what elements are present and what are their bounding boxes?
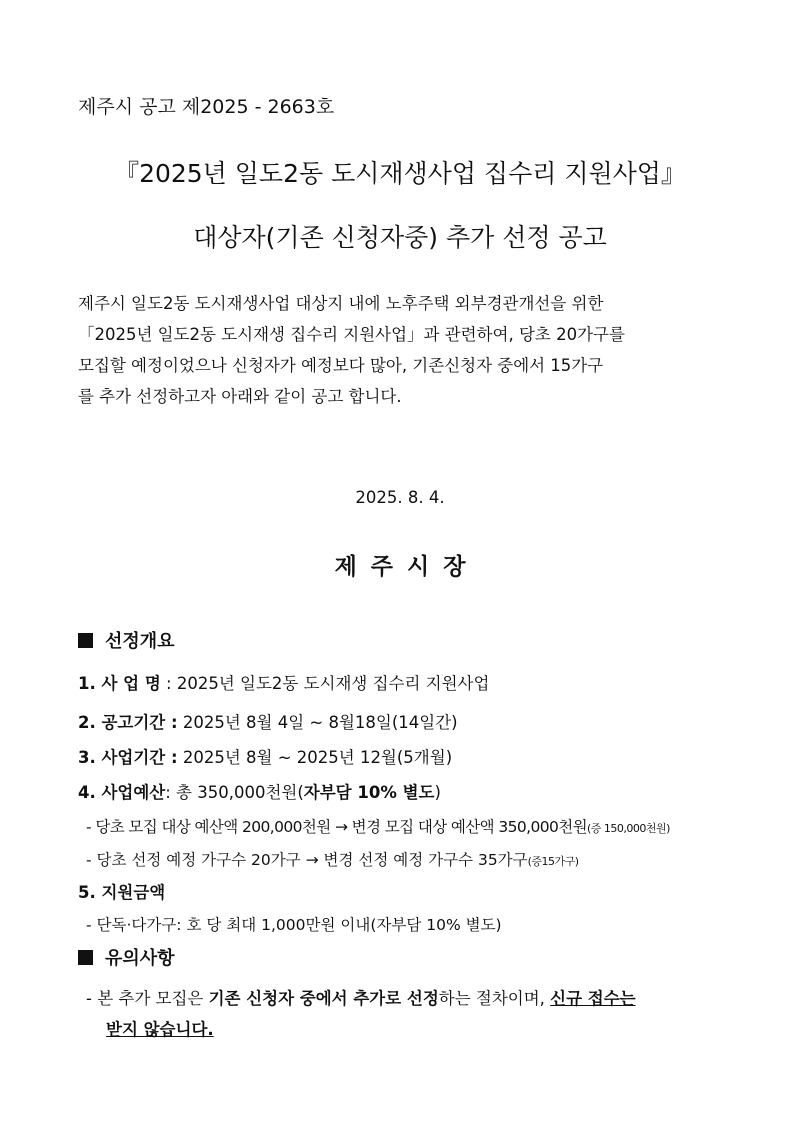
notice-title-line1: 『2025년 일도2동 도시재생사업 집수리 지원사업』	[114, 159, 686, 188]
section-title: 선정개요	[105, 631, 175, 652]
section-heading-overview	[78, 627, 175, 653]
overview-item-project-period	[78, 744, 452, 768]
item-label: 5. 지원금액	[78, 883, 166, 902]
item-label: 1. 사 업 명	[78, 674, 161, 693]
intro-line: 「2025년 일도2동 도시재생 집수리 지원사업」과 관련하여, 당초 20가구를	[78, 325, 625, 344]
detail-text: - 당초 모집 대상 예산액 200,000천원 → 변경 모집 대상 예산액 350,000천원	[86, 818, 587, 836]
support-detail: - 단독·다가구: 호 당 최대 1,000만원 이내(자부담 10% 별도)	[86, 916, 502, 934]
notice-date: 2025. 8. 4.	[355, 488, 445, 507]
square-bullet-icon	[78, 633, 93, 648]
item-value: : 총 350,000천원(	[165, 783, 304, 802]
notes-text: 하는 절차이며,	[438, 989, 551, 1008]
square-bullet-icon	[78, 950, 93, 965]
budget-detail-households	[86, 848, 579, 870]
notes-underlined: 신규 접수는	[550, 989, 636, 1008]
intro-paragraph	[78, 288, 726, 412]
intro-line: 를 추가 선정하고자 아래와 같이 공고 합니다.	[78, 387, 402, 406]
item-label: 4. 사업예산	[78, 783, 166, 802]
item-value-close: )	[434, 783, 441, 802]
item-value-bold: 자부담 10% 별도	[303, 783, 435, 802]
notes-text: - 본 추가 모집은	[86, 989, 209, 1008]
budget-detail-amount	[86, 815, 670, 837]
notice-title-line2: 대상자(기존 신청자중) 추가 선정 공고	[193, 223, 607, 252]
notice-number: 제주시 공고 제2025 - 2663호	[78, 96, 335, 118]
intro-line: 모집할 예정이었으나 신청자가 예정보다 많아, 기존신청자 중에서 15가구	[78, 356, 604, 375]
item-value: 2025년 8월 4일 ~ 8월18일(14일간)	[177, 713, 458, 732]
item-label: 3. 사업기간 :	[78, 748, 178, 767]
detail-note: (증 150,000천원)	[586, 822, 670, 835]
intro-line: 제주시 일도2동 도시재생사업 대상지 내에 노후주택 외부경관개선을 위한	[78, 294, 604, 313]
item-value: 2025년 8월 ~ 2025년 12월(5개월)	[177, 748, 453, 767]
item-label: 2. 공고기간 :	[78, 713, 178, 732]
section-title: 유의사항	[105, 948, 175, 969]
notes-emphasis: 기존 신청자 중에서 추가로 선정	[208, 989, 439, 1008]
overview-item-notice-period	[78, 709, 458, 733]
item-value: : 2025년 일도2동 도시재생 집수리 지원사업	[160, 674, 490, 693]
notes-line-continued: 받지 않습니다.	[106, 1020, 214, 1039]
detail-note: (증15가구)	[527, 855, 579, 868]
overview-item-project-name	[78, 670, 489, 694]
issuer-name: 제주시장	[334, 554, 480, 580]
detail-text: - 당초 선정 예정 가구수 20가구 → 변경 선정 예정 가구수 35가구	[86, 851, 528, 869]
overview-item-budget	[78, 779, 441, 803]
overview-item-support-amount	[78, 879, 165, 903]
notes-line	[86, 985, 636, 1009]
section-heading-notes	[78, 944, 175, 970]
